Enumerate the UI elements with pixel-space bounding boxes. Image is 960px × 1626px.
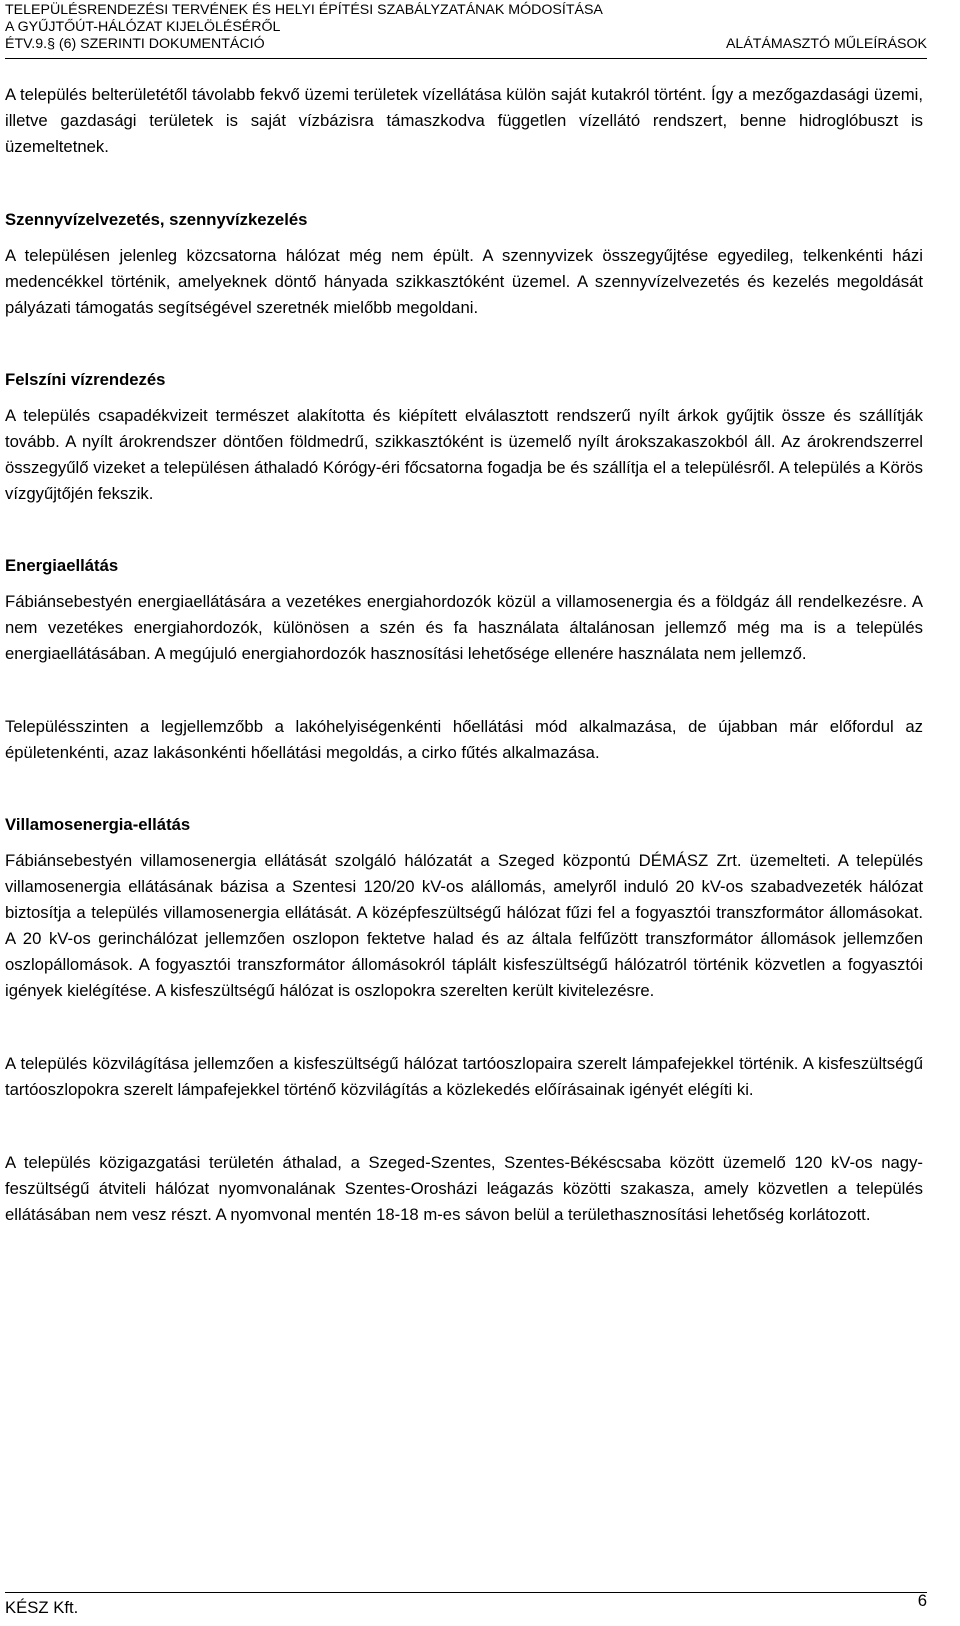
header-document-type: ÉTV.9.§ (6) SZERINTI DOKUMENTÁCIÓ (5, 36, 265, 52)
page-header (5, 2, 927, 53)
paragraph-villamos-1: Fábiánsebestyén villamosenergia ellátását szolgáló hálózatát a Szeged központú DÉMÁSZ Zrt. üzemelteti. A település villamosenergia ellátásának bázisa a Szentesi 120/20 kV-os alállomás, amelyről induló 20 kV-os szabadvezeték hálózat biztosítja a település villamosenergia ellátását. A középfeszültségű hálózat fűzi fel a fogyasztói transzformátor állomásokat. A 20 kV-os gerinchálózat jellemzően oszlopon fektetve halad és az általa felfűzött transzformátor állomások jellemzően oszlopállomások. A fogyasztói transzformátor állomásokról táplált kisfeszültségű hálózatról történik közvetlen a fogyasztói igények kielégítése. A kisfeszültségű hálózat is oszlopokra szerelten került kivitelezésre. (5, 851, 923, 1000)
paragraph-villamos-2: A település közvilágítása jellemzően a kisfeszültségű hálózat tartóoszlopaira szerelt lámpafejekkel történik. A kisfeszültségű tartóoszlopokra szerelt lámpafejekkel történő közvilágítás a közlekedés előírásainak igényét elégíti ki. (5, 1054, 923, 1099)
heading-villamos: Villamosenergia-ellátás (5, 815, 191, 834)
page-number: 6 (917, 1591, 927, 1610)
paragraph-szennyviz: A településen jelenleg közcsatorna hálózat még nem épült. A szennyvizek összegyűjtése egyedileg, telkenkénti házi medencékkel történik, amelyeknek döntő hányada szikkasztóként üzemel. A szennyvízelvezetés és kezelés megoldását pályázati támogatás segítségével szeretnék mielőbb megoldani. (5, 246, 923, 317)
paragraph-intro: A település belterületétől távolabb fekvő üzemi területek vízellátása külön saját kutakról történt. Így a mezőgazdasági üzemi, illetve gazdasági területek is saját vízbázisra támaszkodva független vízellátó rendszert, benne hidroglóbuszt is üzemeltetnek. (5, 85, 923, 156)
paragraph-felszini: A település csapadékvizeit természet alakította és kiépített elválasztott rendszerű nyílt árkok gyűjtik össze és szállítják tovább. A nyílt árokrendszer döntően földmedrű, szikkasztóként is üzemelő nyílt árokszakaszokból áll. Az árokrendszerrel összegyűlő vizeket a településen áthaladó Kórógy-éri főcsatorna fogadja be és szállítja el a településről. A település a Körös vízgyűjtőjén fekszik. (5, 406, 923, 503)
heading-szennyviz: Szennyvízelvezetés, szennyvízkezelés (5, 210, 308, 229)
header-line-3 (5, 36, 927, 53)
footer-rule (5, 1592, 927, 1593)
paragraph-villamos-3: A település közigazgatási területén áthalad, a Szeged-Szentes, Szentes-Békéscsaba között üzemelő 120 kV-os nagy-feszültségű átviteli hálózat nyomvonalának Szentes-Orosházi leágazás közötti szakasza, amely közvetlen a település ellátásában nem vesz részt. A nyomvonal mentén 18-18 m-es sávon belül a területhasznosítási lehetőség korlátozott. (5, 1153, 923, 1224)
paragraph-energia-1: Fábiánsebestyén energiaellátására a vezetékes energiahordozók közül a villamosenergia és a földgáz áll rendelkezésre. A nem vezetékes energiahordozók, különösen a szén és fa használata általánosan jellemző még ma is a település energiaellátásában. A megújuló energiahordozók hasznosítási lehetősége ellenére használata nem jellemző. (5, 592, 923, 663)
footer-company: KÉSZ Kft. (5, 1598, 79, 1617)
heading-felszini: Felszíni vízrendezés (5, 370, 166, 389)
paragraph-energia-2: Településszinten a legjellemzőbb a lakóhelyiségenkénti hőellátási mód alkalmazása, de újabban már előfordul az épületenkénti, azaz lakásonkénti hőellátási megoldás, a cirko fűtés alkalmazása. (5, 717, 923, 762)
header-title-line-2: A GYŰJTŐÚT-HÁLÓZAT KIJELÖLÉSÉRŐL (5, 19, 281, 35)
page-content (5, 82, 923, 1228)
header-rule (5, 58, 927, 59)
header-title-line-1: TELEPÜLÉSRENDEZÉSI TERVÉNEK ÉS HELYI ÉPÍTÉSI SZABÁLYZATÁNAK MÓDOSÍTÁSA (5, 2, 603, 18)
header-section-label: ALÁTÁMASZTÓ MŰLEÍRÁSOK (725, 36, 927, 52)
heading-energia: Energiaellátás (5, 556, 119, 575)
